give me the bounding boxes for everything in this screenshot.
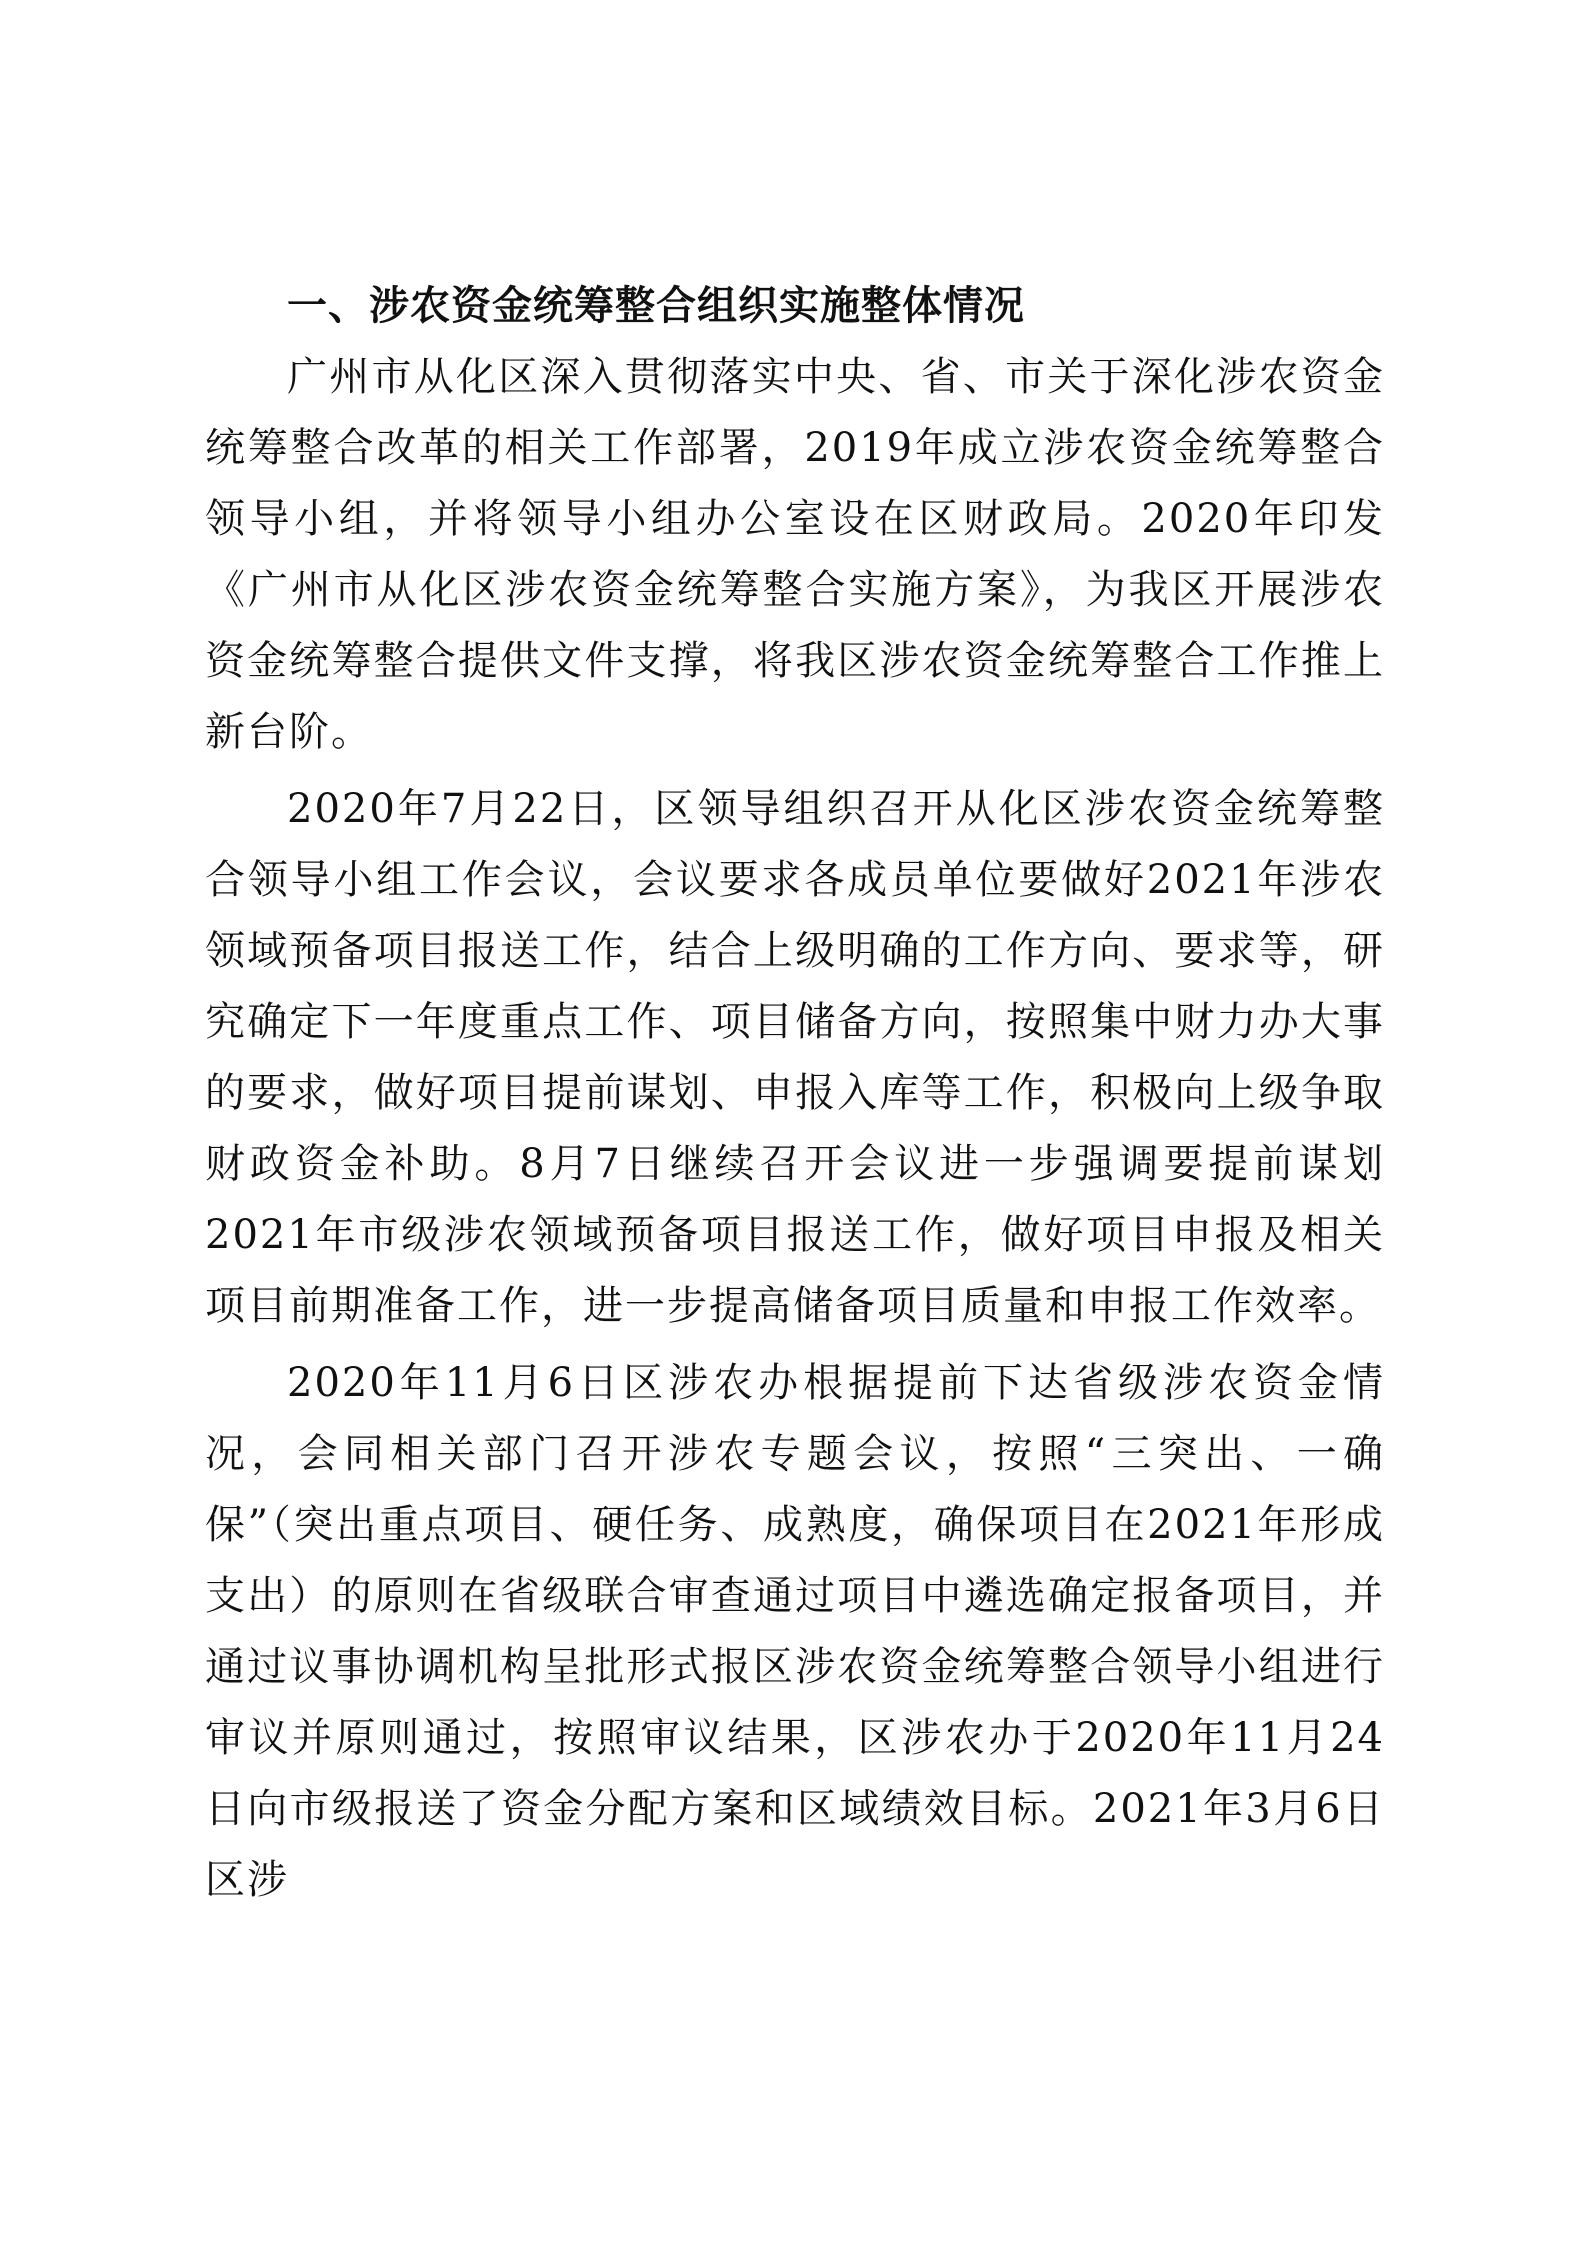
document-body (205, 276, 1385, 1916)
paragraph-3: 2020年11月6日区涉农办根据提前下达省级涉农资金情况，会同相关部门召开涉农专题会议，按照“三突出、一确保”（突出重点项目、硬任务、成熟度，确保项目在2021年形成支出）的原则在省级联合审查通过项目中遴选确定报备项目，并通过议事协调机构呈批形式报区涉农资金统筹整合领导小组进行审议并原则通过，按照审议结果，区涉农办于2020年11月24日向市级报送了资金分配方案和区域绩效目标。2021年3月6日区涉 (205, 1360, 1385, 1903)
section-title: 一、涉农资金统筹整合组织实施整体情况 (287, 283, 1025, 329)
paragraph-2: 2020年7月22日，区领导组织召开从化区涉农资金统筹整合领导小组工作会议，会议要求各成员单位要做好2021年涉农领域预备项目报送工作，结合上级明确的工作方向、要求等，研究确定下一年度重点工作、项目储备方向，按照集中财力办大事的要求，做好项目提前谋划、申报入库等工作，积极向上级争取财政资金补助。8月7日继续召开会议进一步强调要提前谋划2021年市级涉农领域预备项目报送工作，做好项目申报及相关项目前期准备工作，进一步提高储备项目质量和申报工作效率。 (205, 786, 1385, 1329)
paragraph-1: 广州市从化区深入贯彻落实中央、省、市关于深化涉农资金统筹整合改革的相关工作部署，2019年成立涉农资金统筹整合领导小组，并将领导小组办公室设在区财政局。2020年印发《广州市从化区涉农资金统筹整合实施方案》，为我区开展涉农资金统筹整合提供文件支撑，将我区涉农资金统筹整合工作推上新台阶。 (205, 354, 1385, 755)
